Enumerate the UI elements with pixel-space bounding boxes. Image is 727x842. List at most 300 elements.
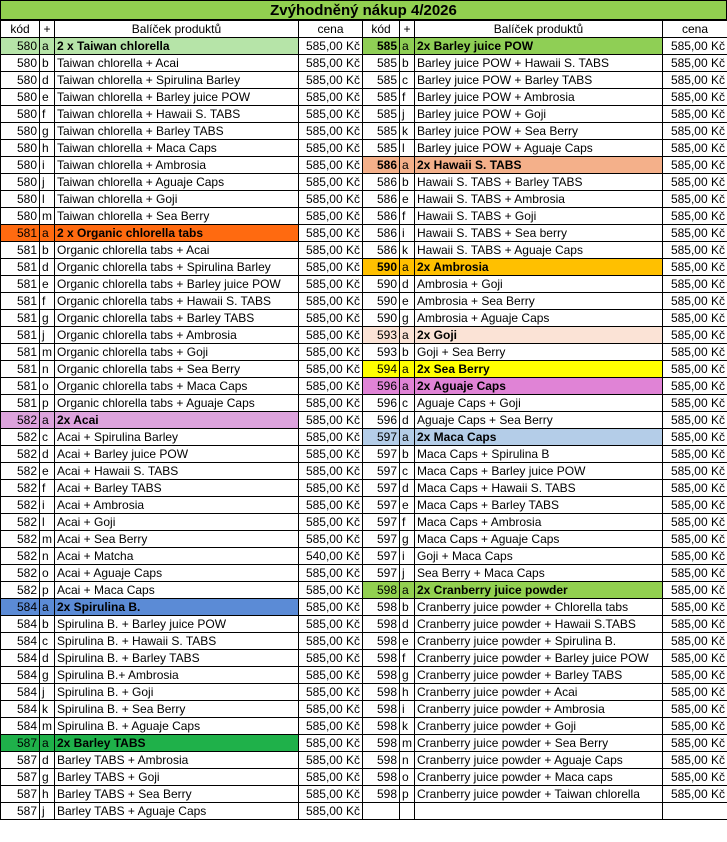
package-price: 585,00 Kč (663, 718, 727, 735)
package-name: 2 x Taiwan chlorella (55, 38, 299, 55)
package-letter: g (400, 531, 415, 548)
package-price: 585,00 Kč (663, 191, 727, 208)
package-code: 580 (1, 140, 40, 157)
package-code: 585 (363, 72, 400, 89)
package-name: Hawaii S. TABS + Barley TABS (415, 174, 663, 191)
package-code: 584 (1, 718, 40, 735)
package-letter: g (40, 310, 55, 327)
package-name: Barley TABS + Sea Berry (55, 786, 299, 803)
package-price: 540,00 Kč (299, 548, 363, 565)
table-row (1, 803, 727, 820)
package-code: 581 (1, 259, 40, 276)
package-price: 585,00 Kč (663, 378, 727, 395)
package-letter: d (400, 276, 415, 293)
package-code: 584 (1, 667, 40, 684)
package-code: 598 (363, 718, 400, 735)
package-name: 2x Barley juice POW (415, 38, 663, 55)
package-price: 585,00 Kč (663, 327, 727, 344)
package-letter: m (40, 718, 55, 735)
package-name: Spirulina B. + Barley TABS (55, 650, 299, 667)
package-code: 598 (363, 582, 400, 599)
table-row (1, 786, 727, 803)
package-price: 585,00 Kč (663, 276, 727, 293)
package-price: 585,00 Kč (299, 582, 363, 599)
package-letter: h (40, 786, 55, 803)
package-price: 585,00 Kč (663, 616, 727, 633)
package-code: 598 (363, 650, 400, 667)
package-code: 596 (363, 412, 400, 429)
package-letter: a (400, 327, 415, 344)
package-price: 585,00 Kč (663, 684, 727, 701)
package-name: Organic chlorella tabs + Aguaje Caps (55, 395, 299, 412)
package-name: 2x Spirulina B. (55, 599, 299, 616)
package-name: Barley juice POW + Barley TABS (415, 72, 663, 89)
table-row (1, 174, 727, 191)
package-price: 585,00 Kč (299, 106, 363, 123)
package-name: Organic chlorella tabs + Sea Berry (55, 361, 299, 378)
package-name: Organic chlorella tabs + Hawaii S. TABS (55, 293, 299, 310)
package-price: 585,00 Kč (299, 650, 363, 667)
package-code: 582 (1, 582, 40, 599)
table-row (1, 565, 727, 582)
package-letter: a (40, 412, 55, 429)
package-code: 597 (363, 548, 400, 565)
package-name: 2x Barley TABS (55, 735, 299, 752)
package-letter: a (400, 378, 415, 395)
package-code: 582 (1, 514, 40, 531)
package-code: 598 (363, 684, 400, 701)
package-code: 598 (363, 735, 400, 752)
table-row (1, 616, 727, 633)
package-letter: f (40, 480, 55, 497)
package-name: Acai + Ambrosia (55, 497, 299, 514)
package-price: 585,00 Kč (299, 225, 363, 242)
package-code: 586 (363, 242, 400, 259)
table-row (1, 718, 727, 735)
package-letter: e (400, 497, 415, 514)
package-letter: b (40, 242, 55, 259)
package-letter: d (400, 480, 415, 497)
package-price: 585,00 Kč (299, 174, 363, 191)
table-row (1, 463, 727, 480)
package-code: 590 (363, 276, 400, 293)
package-code: 585 (363, 55, 400, 72)
package-name: 2x Maca Caps (415, 429, 663, 446)
package-code: 580 (1, 123, 40, 140)
package-price: 585,00 Kč (299, 208, 363, 225)
package-code: 584 (1, 616, 40, 633)
package-price: 585,00 Kč (663, 752, 727, 769)
package-code: 587 (1, 752, 40, 769)
package-name: Acai + Aguaje Caps (55, 565, 299, 582)
package-name: Cranberry juice powder + Sea Berry (415, 735, 663, 752)
package-letter: a (40, 225, 55, 242)
package-letter: a (400, 429, 415, 446)
package-name: Acai + Hawaii S. TABS (55, 463, 299, 480)
package-name: Organic chlorella tabs + Maca Caps (55, 378, 299, 395)
package-name: Aguaje Caps + Goji (415, 395, 663, 412)
package-name: Cranberry juice powder + Aguaje Caps (415, 752, 663, 769)
package-price: 585,00 Kč (299, 616, 363, 633)
package-letter: o (400, 769, 415, 786)
table-row (1, 191, 727, 208)
package-name: Barley TABS + Ambrosia (55, 752, 299, 769)
package-price: 585,00 Kč (299, 89, 363, 106)
package-code: 596 (363, 395, 400, 412)
package-code: 585 (363, 38, 400, 55)
package-price: 585,00 Kč (299, 327, 363, 344)
package-code: 585 (363, 123, 400, 140)
package-name: Goji + Maca Caps (415, 548, 663, 565)
package-price: 585,00 Kč (663, 633, 727, 650)
package-letter: n (40, 548, 55, 565)
package-code: 584 (1, 650, 40, 667)
package-name: Cranberry juice powder + Hawaii S.TABS (415, 616, 663, 633)
package-letter: h (400, 684, 415, 701)
package-price: 585,00 Kč (299, 803, 363, 820)
package-code: 581 (1, 361, 40, 378)
package-name: Ambrosia + Aguaje Caps (415, 310, 663, 327)
package-price: 585,00 Kč (663, 123, 727, 140)
package-name: 2x Hawaii S. TABS (415, 157, 663, 174)
package-letter: j (400, 565, 415, 582)
package-letter: e (40, 89, 55, 106)
package-name: Taiwan chlorella + Hawaii S. TABS (55, 106, 299, 123)
package-code: 590 (363, 310, 400, 327)
package-price: 585,00 Kč (299, 140, 363, 157)
package-code: 584 (1, 599, 40, 616)
package-price: 585,00 Kč (299, 378, 363, 395)
package-letter: a (400, 259, 415, 276)
package-letter: l (400, 140, 415, 157)
package-letter: n (400, 752, 415, 769)
table-row (1, 514, 727, 531)
package-letter: i (40, 157, 55, 174)
package-price: 585,00 Kč (299, 259, 363, 276)
package-price: 585,00 Kč (299, 293, 363, 310)
package-letter: f (400, 650, 415, 667)
package-letter: e (40, 463, 55, 480)
table-row (1, 344, 727, 361)
package-name: Spirulina B. + Hawaii S. TABS (55, 633, 299, 650)
package-name: Cranberry juice powder + Spirulina B. (415, 633, 663, 650)
table-row (1, 276, 727, 293)
package-letter: j (40, 803, 55, 820)
table-row (1, 157, 727, 174)
package-name: Organic chlorella tabs + Ambrosia (55, 327, 299, 344)
package-letter: c (400, 463, 415, 480)
package-code: 584 (1, 633, 40, 650)
package-price: 585,00 Kč (299, 463, 363, 480)
package-code: 580 (1, 55, 40, 72)
package-letter: j (40, 174, 55, 191)
package-price: 585,00 Kč (663, 38, 727, 55)
package-price: 585,00 Kč (663, 735, 727, 752)
package-name: Acai + Maca Caps (55, 582, 299, 599)
package-name: Taiwan chlorella + Barley TABS (55, 123, 299, 140)
header-product: Balíček produktů (415, 21, 663, 38)
package-price: 585,00 Kč (299, 497, 363, 514)
package-name: Cranberry juice powder + Taiwan chlorella (415, 786, 663, 803)
package-name: Maca Caps + Aguaje Caps (415, 531, 663, 548)
package-letter: b (400, 599, 415, 616)
package-letter: a (400, 361, 415, 378)
package-letter: a (400, 157, 415, 174)
sheet-title: Zvýhodněný nákup 4/2026 (0, 0, 727, 20)
package-letter: c (40, 633, 55, 650)
package-code: 587 (1, 735, 40, 752)
package-letter: n (40, 361, 55, 378)
package-letter: b (400, 55, 415, 72)
package-name: Barley juice POW + Aguaje Caps (415, 140, 663, 157)
package-price: 585,00 Kč (663, 157, 727, 174)
table-row (1, 89, 727, 106)
package-name: Acai + Barley juice POW (55, 446, 299, 463)
package-code: 585 (363, 89, 400, 106)
package-code: 584 (1, 701, 40, 718)
package-letter: a (40, 38, 55, 55)
package-letter: e (40, 276, 55, 293)
package-code: 593 (363, 344, 400, 361)
header-row (1, 21, 727, 38)
package-price: 585,00 Kč (663, 599, 727, 616)
package-name: Ambrosia + Sea Berry (415, 293, 663, 310)
package-name: Goji + Sea Berry (415, 344, 663, 361)
package-price: 585,00 Kč (663, 395, 727, 412)
package-letter: d (400, 616, 415, 633)
package-price: 585,00 Kč (299, 752, 363, 769)
header-code: kód (363, 21, 400, 38)
package-name: Maca Caps + Barley juice POW (415, 463, 663, 480)
package-price: 585,00 Kč (663, 531, 727, 548)
package-name: Barley juice POW + Sea Berry (415, 123, 663, 140)
package-letter: b (40, 55, 55, 72)
package-name: Acai + Barley TABS (55, 480, 299, 497)
table-row (1, 735, 727, 752)
table-row (1, 548, 727, 565)
package-name: Maca Caps + Ambrosia (415, 514, 663, 531)
package-price: 585,00 Kč (663, 208, 727, 225)
package-price: 585,00 Kč (299, 531, 363, 548)
package-letter: m (40, 531, 55, 548)
header-price: cena (299, 21, 363, 38)
package-letter: m (400, 735, 415, 752)
package-code: 582 (1, 446, 40, 463)
package-code: 597 (363, 531, 400, 548)
package-price: 585,00 Kč (663, 310, 727, 327)
package-name: Taiwan chlorella + Aguaje Caps (55, 174, 299, 191)
package-letter: j (40, 327, 55, 344)
package-letter: p (40, 582, 55, 599)
table-row (1, 208, 727, 225)
package-name: Ambrosia + Goji (415, 276, 663, 293)
package-name: Organic chlorella tabs + Goji (55, 344, 299, 361)
package-letter: j (400, 106, 415, 123)
package-code: 581 (1, 293, 40, 310)
package-code: 586 (363, 191, 400, 208)
package-name: Acai + Spirulina Barley (55, 429, 299, 446)
package-code: 581 (1, 395, 40, 412)
package-price: 585,00 Kč (663, 548, 727, 565)
package-name: Barley TABS + Aguaje Caps (55, 803, 299, 820)
package-letter: l (40, 191, 55, 208)
package-code: 587 (1, 769, 40, 786)
package-name: Acai + Goji (55, 514, 299, 531)
package-price: 585,00 Kč (299, 667, 363, 684)
package-letter: b (40, 616, 55, 633)
package-code: 580 (1, 157, 40, 174)
package-letter: f (400, 208, 415, 225)
package-code: 581 (1, 378, 40, 395)
package-name: 2x Goji (415, 327, 663, 344)
package-letter: a (400, 582, 415, 599)
package-price: 585,00 Kč (299, 701, 363, 718)
table-row (1, 293, 727, 310)
package-code: 581 (1, 327, 40, 344)
table-row (1, 378, 727, 395)
package-code: 580 (1, 174, 40, 191)
package-letter: d (40, 446, 55, 463)
package-name: Hawaii S. TABS + Aguaje Caps (415, 242, 663, 259)
table-row (1, 667, 727, 684)
package-name: Spirulina B. + Goji (55, 684, 299, 701)
table-row (1, 531, 727, 548)
table-row (1, 242, 727, 259)
package-code: 597 (363, 480, 400, 497)
table-row (1, 412, 727, 429)
package-code: 596 (363, 378, 400, 395)
package-price: 585,00 Kč (663, 667, 727, 684)
package-code: 585 (363, 106, 400, 123)
package-name: Maca Caps + Barley TABS (415, 497, 663, 514)
package-price: 585,00 Kč (299, 157, 363, 174)
package-code: 581 (1, 276, 40, 293)
package-letter: c (40, 429, 55, 446)
package-code: 598 (363, 616, 400, 633)
table-row (1, 123, 727, 140)
package-name: Maca Caps + Spirulina B (415, 446, 663, 463)
package-letter: f (400, 514, 415, 531)
package-price: 585,00 Kč (663, 293, 727, 310)
package-price: 585,00 Kč (299, 361, 363, 378)
package-letter: d (40, 72, 55, 89)
package-letter: l (40, 514, 55, 531)
package-code: 597 (363, 497, 400, 514)
table-row (1, 310, 727, 327)
package-name: Taiwan chlorella + Sea Berry (55, 208, 299, 225)
package-code: 597 (363, 463, 400, 480)
package-code: 586 (363, 157, 400, 174)
package-name: Spirulina B. + Barley juice POW (55, 616, 299, 633)
table-row (1, 259, 727, 276)
package-code: 598 (363, 701, 400, 718)
table-row (1, 55, 727, 72)
package-code: 581 (1, 344, 40, 361)
package-code: 597 (363, 565, 400, 582)
table-row (1, 599, 727, 616)
package-price: 585,00 Kč (299, 395, 363, 412)
package-code: 598 (363, 769, 400, 786)
header-letter: + (40, 21, 55, 38)
package-code: 581 (1, 225, 40, 242)
package-letter: d (40, 259, 55, 276)
package-letter: e (400, 293, 415, 310)
package-name: 2x Ambrosia (415, 259, 663, 276)
package-name: Hawaii S. TABS + Goji (415, 208, 663, 225)
package-price: 585,00 Kč (299, 310, 363, 327)
package-price: 585,00 Kč (663, 701, 727, 718)
table-row (1, 752, 727, 769)
package-name: 2x Aguaje Caps (415, 378, 663, 395)
package-price: 585,00 Kč (663, 650, 727, 667)
package-code: 586 (363, 174, 400, 191)
package-price: 585,00 Kč (663, 786, 727, 803)
package-letter: i (400, 548, 415, 565)
package-code: 587 (1, 786, 40, 803)
package-price: 585,00 Kč (663, 242, 727, 259)
package-letter: b (400, 174, 415, 191)
package-letter: g (40, 667, 55, 684)
package-code: 582 (1, 497, 40, 514)
package-letter: o (40, 378, 55, 395)
package-name: Aguaje Caps + Sea Berry (415, 412, 663, 429)
package-name: Spirulina B. + Aguaje Caps (55, 718, 299, 735)
package-code: 598 (363, 599, 400, 616)
package-letter: g (40, 123, 55, 140)
package-code: 581 (1, 310, 40, 327)
package-code: 585 (363, 140, 400, 157)
package-price: 585,00 Kč (299, 276, 363, 293)
package-price: 585,00 Kč (663, 463, 727, 480)
package-letter: e (400, 191, 415, 208)
package-name: Cranberry juice powder + Barley juice POW (415, 650, 663, 667)
package-price: 585,00 Kč (663, 140, 727, 157)
package-code: 597 (363, 446, 400, 463)
package-name: Organic chlorella tabs + Spirulina Barley (55, 259, 299, 276)
table-row (1, 225, 727, 242)
package-price: 585,00 Kč (663, 344, 727, 361)
package-price: 585,00 Kč (663, 769, 727, 786)
package-code: 580 (1, 191, 40, 208)
table-row (1, 633, 727, 650)
package-name: Hawaii S. TABS + Ambrosia (415, 191, 663, 208)
package-code: 580 (1, 89, 40, 106)
header-price: cena (663, 21, 727, 38)
package-letter: k (40, 701, 55, 718)
package-name: Organic chlorella tabs + Barley juice POW (55, 276, 299, 293)
package-name: Taiwan chlorella + Goji (55, 191, 299, 208)
table-row (1, 429, 727, 446)
package-code: 582 (1, 480, 40, 497)
package-name: Taiwan chlorella + Maca Caps (55, 140, 299, 157)
package-letter: b (400, 446, 415, 463)
package-name: 2 x Organic chlorella tabs (55, 225, 299, 242)
empty-cell (415, 803, 663, 820)
package-price: 585,00 Kč (299, 38, 363, 55)
package-name: Maca Caps + Hawaii S. TABS (415, 480, 663, 497)
package-code: 584 (1, 684, 40, 701)
package-letter: a (40, 735, 55, 752)
package-price: 585,00 Kč (299, 242, 363, 259)
package-letter: d (400, 412, 415, 429)
table-row (1, 140, 727, 157)
package-code: 598 (363, 786, 400, 803)
package-name: 2x Cranberry juice powder (415, 582, 663, 599)
package-letter: h (40, 140, 55, 157)
package-code: 580 (1, 208, 40, 225)
package-code: 582 (1, 412, 40, 429)
package-price: 585,00 Kč (663, 174, 727, 191)
